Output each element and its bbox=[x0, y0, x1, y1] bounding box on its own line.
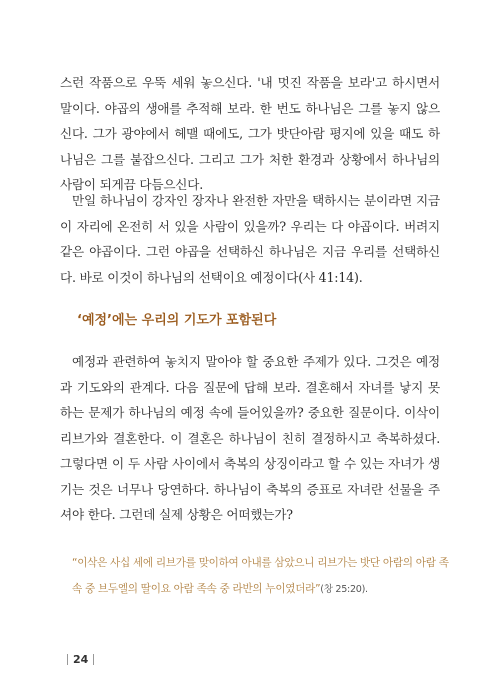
scripture-quote bbox=[72, 550, 452, 603]
body-paragraph-1: 스런 작품으로 우뚝 세워 놓으신다. '내 멋진 작품을 보라'고 하시면서 말이다. 야곱의 생애를 추적해 보라. 한 번도 하나님은 그를 놓지 않으신다. 그가 광야에서 헤맬 때에도, 그가 밧단아람 평지에 있을 때도 하나님은 그를 붙잡으신다. 그리고 그가 처한 환경과 상황에서 하나님의 사람이 되게끔 다듬으신다. bbox=[60, 75, 440, 192]
page-number-value: 24 bbox=[73, 653, 89, 666]
scripture-reference: (창 25:20). bbox=[320, 584, 368, 595]
scripture-quote-text: “이삭은 사십 세에 리브가를 맞이하여 아내를 삼았으니 리브가는 밧단 아람의 아람 족속 중 브두엘의 딸이요 아람 족속 중 라반의 누이였더라” bbox=[72, 557, 449, 595]
body-paragraph-3: 예정과 관련하여 놓치지 말아야 할 중요한 주제가 있다. 그것은 예정과 기도와의 관계다. 다음 질문에 답해 보라. 결혼해서 자녀를 낳지 못하는 문제가 하나님의 예정 속에 들어있을까? 중요한 질문이다. 이삭이 리브가와 결혼한다. 이 결혼은 하나님이 친히 결정하시고 축복하셨다. 그렇다면 이 두 사람 사이에서 축복의 상징이라고 할 수 있는 자녀가 생기는 것은 너무나 당연하다. 하나님이 축복의 증표로 자녀란 선물을 주셔야 한다. 그런데 실제 상황은 어떠했는가? bbox=[60, 354, 440, 522]
page-number-divider-left bbox=[67, 654, 68, 665]
page-number-divider-right bbox=[93, 654, 94, 665]
page-number bbox=[62, 653, 99, 666]
body-paragraph-2: 만일 하나님이 강자인 장자나 완전한 자만을 택하시는 분이라면 지금 이 자리에 온전히 서 있을 사람이 있을까? 우리는 다 야곱이다. 버려지 같은 야곱이다. 그런 야곱을 선택하신 하나님은 지금 우리를 선택하신다. 바로 이것이 하나님의 선택이요 예정이다(사 41:14). bbox=[60, 193, 440, 285]
section-heading: ‘예정’에는 우리의 기도가 포함된다 bbox=[77, 313, 277, 328]
